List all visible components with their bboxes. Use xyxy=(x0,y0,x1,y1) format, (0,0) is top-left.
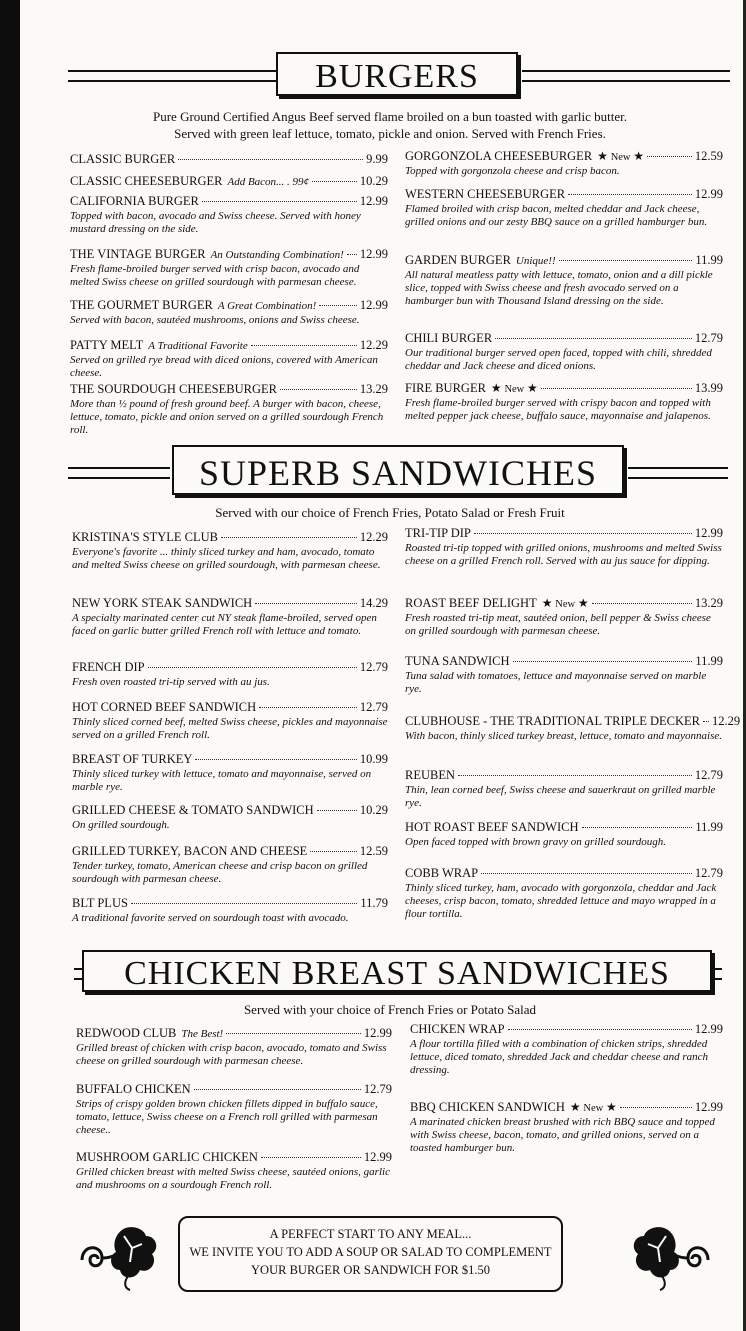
menu-item-line xyxy=(410,1022,723,1037)
menu-item-description: Grilled breast of chicken with crisp bacon, avocado, tomato and Swiss cheese on grilled sourdough with parmesan cheese. xyxy=(76,1042,387,1067)
menu-item-name: ROAST BEEF DELIGHT xyxy=(405,596,537,610)
dot-leader xyxy=(559,260,693,261)
menu-item-name: HOT CORNED BEEF SANDWICH xyxy=(72,700,257,714)
menu-item-price: 12.59 xyxy=(694,149,723,163)
menu-item-description: Roasted tri-tip topped with grilled onions, mushrooms and melted Swiss cheese on a grilled French roll. Served with au jus sauce for dipping. xyxy=(405,542,722,567)
sandwiches-banner xyxy=(0,445,746,501)
star-icon: ★ xyxy=(541,596,553,610)
menu-item-description: More than ½ pound of fresh ground beef. A burger with bacon, cheese, lettuce, tomato, pickle and onion served on a grilled sourdough French roll. xyxy=(70,398,384,436)
dot-leader xyxy=(592,603,692,604)
dot-leader xyxy=(458,775,692,776)
dot-leader xyxy=(178,159,363,160)
menu-item-name: CALIFORNIA BURGER xyxy=(70,194,199,208)
dot-leader xyxy=(319,305,357,306)
menu-item-name: CHICKEN WRAP xyxy=(410,1022,505,1036)
menu-item-name: BLT PLUS xyxy=(72,896,128,910)
menu-item-name: KRISTINA'S STYLE CLUB xyxy=(72,530,219,544)
menu-item xyxy=(405,820,723,849)
menu-item-description: Tuna salad with tomatoes, lettuce and mayonnaise served on marble rye. xyxy=(405,670,707,695)
new-label: New xyxy=(555,599,576,610)
dot-leader xyxy=(481,873,692,874)
menu-item xyxy=(76,1026,392,1068)
chicken-intro: Served with your choice of French Fries or Potato Salad xyxy=(243,1002,537,1017)
menu-item xyxy=(70,338,388,380)
dot-leader xyxy=(310,851,357,852)
menu-item-line xyxy=(72,844,388,859)
menu-item-description: Fresh oven roasted tri-tip served with au jus. xyxy=(72,676,270,688)
menu-item-description: Flamed broiled with crisp bacon, melted cheddar and Jack cheese, grilled onions and our zesty BBQ sauce on a grilled hamburger bun. xyxy=(405,203,708,228)
menu-item-name: PATTY MELT xyxy=(70,338,144,352)
menu-item-description: A marinated chicken breast brushed with rich BBQ sauce and topped with Swiss cheese, bacon, tomato, and grilled onions, served on a toasted hamburger bun. xyxy=(410,1116,715,1154)
menu-item-price: 10.29 xyxy=(359,803,388,817)
menu-item-price: 12.99 xyxy=(363,1026,392,1040)
menu-item-line xyxy=(72,803,388,818)
dot-leader xyxy=(255,603,357,604)
menu-item-name: MUSHROOM GARLIC CHICKEN xyxy=(76,1150,258,1164)
menu-item-line xyxy=(70,174,388,189)
menu-item-price: 12.59 xyxy=(359,844,388,858)
menu-item-tagline: Unique!! xyxy=(515,255,556,267)
menu-item-price: 12.79 xyxy=(359,660,388,674)
menu-item xyxy=(72,660,388,689)
menu-item-price: 12.29 xyxy=(359,338,388,352)
menu-item-name: GRILLED CHEESE & TOMATO SANDWICH xyxy=(72,803,314,817)
dot-leader xyxy=(568,194,692,195)
star-icon: ★ xyxy=(577,596,589,610)
chicken-title: CHICKEN BREAST SANDWICHES xyxy=(82,950,712,992)
menu-item-price: 12.99 xyxy=(359,247,388,261)
menu-item-tagline: The Best! xyxy=(181,1028,224,1040)
menu-item xyxy=(405,714,741,743)
new-label: New xyxy=(610,152,631,163)
chicken-banner xyxy=(0,950,746,998)
new-badge xyxy=(542,596,589,611)
menu-item-price: 12.99 xyxy=(694,526,723,540)
sandwiches-title: SUPERB SANDWICHES xyxy=(172,445,624,495)
dot-leader xyxy=(347,254,357,255)
banner-rule-left xyxy=(74,968,82,980)
menu-item-line xyxy=(405,596,723,611)
menu-item xyxy=(70,174,388,189)
menu-item xyxy=(405,654,723,696)
menu-item-price: 12.29 xyxy=(712,714,741,728)
menu-item-price: 12.99 xyxy=(694,187,723,201)
menu-item-name: GORGONZOLA CHEESEBURGER xyxy=(405,149,593,163)
menu-item xyxy=(72,752,388,794)
menu-item-line xyxy=(405,187,723,202)
menu-item-name: CLASSIC BURGER xyxy=(70,152,176,166)
menu-item-description: Fresh flame-broiled burger served with crisp bacon, avocado and melted Swiss cheese on grilled sourdough with parmesan cheese. xyxy=(70,263,360,288)
dot-leader xyxy=(261,1157,361,1158)
menu-item-line xyxy=(70,194,388,209)
burgers-banner xyxy=(0,52,746,102)
menu-item-price: 12.99 xyxy=(359,194,388,208)
dot-leader xyxy=(582,827,693,828)
menu-item xyxy=(405,768,723,810)
menu-item-price: 13.29 xyxy=(694,596,723,610)
menu-item xyxy=(76,1150,392,1192)
banner-rule-right xyxy=(522,70,730,82)
menu-item-price: 11.99 xyxy=(695,253,723,267)
menu-item xyxy=(410,1022,723,1077)
menu-item xyxy=(405,866,723,921)
menu-item-price: 11.99 xyxy=(695,820,723,834)
dot-leader xyxy=(474,533,692,534)
burgers-title: BURGERS xyxy=(276,52,518,96)
burgers-intro xyxy=(60,108,720,142)
menu-item-price: 14.29 xyxy=(359,596,388,610)
menu-item-description: Open faced topped with brown gravy on grilled sourdough. xyxy=(405,836,667,848)
menu-item-name: THE GOURMET BURGER xyxy=(70,298,213,312)
star-icon: ★ xyxy=(597,149,608,163)
menu-item-name: TRI-TIP DIP xyxy=(405,526,471,540)
menu-item-line xyxy=(70,338,388,353)
menu-item-name: TUNA SANDWICH xyxy=(405,654,510,668)
menu-item-name: CLUBHOUSE - THE TRADITIONAL TRIPLE DECKER xyxy=(405,714,701,728)
burgers-intro-line-2: Served with green leaf lettuce, tomato, pickle and onion. Served with French Fries. xyxy=(174,126,606,141)
star-icon: ★ xyxy=(569,1100,581,1114)
menu-item-description: Grilled chicken breast with melted Swiss cheese, sautéed onions, garlic and mushrooms on a sourdough French roll. xyxy=(76,1166,390,1191)
menu-item-name: FIRE BURGER xyxy=(405,381,486,395)
menu-item-price: 10.29 xyxy=(359,174,388,188)
menu-item-description: Our traditional burger served open faced, topped with chili, shredded cheddar and Jack cheese and diced onions. xyxy=(405,347,712,372)
menu-item-line xyxy=(405,714,741,729)
promo-line-1: A PERFECT START TO ANY MEAL... xyxy=(269,1227,472,1241)
menu-item-price: 12.99 xyxy=(363,1150,392,1164)
new-badge xyxy=(597,149,644,164)
dot-leader xyxy=(508,1029,692,1030)
menu-item-price: 12.79 xyxy=(694,768,723,782)
dot-leader xyxy=(148,667,357,668)
menu-item-line xyxy=(405,253,723,268)
menu-item-description: A traditional favorite served on sourdough toast with avocado. xyxy=(72,912,349,924)
menu-item xyxy=(72,896,388,925)
banner-rule-right xyxy=(628,467,728,479)
dot-leader xyxy=(280,389,357,390)
menu-item xyxy=(405,149,723,178)
menu-item xyxy=(76,1082,392,1137)
new-badge xyxy=(570,1100,617,1115)
menu-item-name: CHILI BURGER xyxy=(405,331,493,345)
dot-leader xyxy=(495,338,692,339)
star-icon: ★ xyxy=(605,1100,617,1114)
menu-item-price: 10.99 xyxy=(359,752,388,766)
menu-item-name: NEW YORK STEAK SANDWICH xyxy=(72,596,253,610)
menu-item xyxy=(72,803,388,832)
menu-item-line xyxy=(76,1026,392,1041)
dot-leader xyxy=(131,903,357,904)
menu-item xyxy=(405,253,723,308)
menu-item xyxy=(405,596,723,638)
menu-item-description: On grilled sourdough. xyxy=(72,819,170,831)
menu-item-name: HOT ROAST BEEF SANDWICH xyxy=(405,820,579,834)
menu-item-description: Thinly sliced corned beef, melted Swiss cheese, pickles and mayonnaise served on a grilled French roll. xyxy=(72,716,388,741)
menu-item-line xyxy=(405,654,723,669)
dot-leader xyxy=(226,1033,361,1034)
menu-item-line xyxy=(72,596,388,611)
menu-item-price: 12.79 xyxy=(359,700,388,714)
page-edge xyxy=(0,0,20,1331)
menu-item xyxy=(70,382,388,437)
dot-leader xyxy=(620,1107,692,1108)
new-label: New xyxy=(583,1103,604,1114)
menu-item xyxy=(72,596,388,638)
menu-item xyxy=(72,530,388,572)
menu-item-price: 13.29 xyxy=(359,382,388,396)
menu-item-name: BUFFALO CHICKEN xyxy=(76,1082,191,1096)
menu-item xyxy=(405,187,723,229)
menu-item-line xyxy=(70,298,388,313)
menu-item-name: THE VINTAGE BURGER xyxy=(70,247,206,261)
menu-item-price: 9.99 xyxy=(366,152,388,166)
menu-item-tagline: A Great Combination! xyxy=(217,300,317,312)
dot-leader xyxy=(259,707,357,708)
dot-leader xyxy=(513,661,693,662)
menu-item-description: Fresh roasted tri-tip meat, sautéed onion, bell pepper & Swiss cheese on grilled sourdough with parmesan cheese. xyxy=(405,612,711,637)
menu-item-line xyxy=(72,752,388,767)
menu-item-name: CLASSIC CHEESEBURGER xyxy=(70,174,223,188)
menu-item xyxy=(405,381,723,423)
menu-item xyxy=(70,194,388,236)
menu-item-description: Thin, lean corned beef, Swiss cheese and sauerkraut on grilled marble rye. xyxy=(405,784,716,809)
menu-item-name: REDWOOD CLUB xyxy=(76,1026,177,1040)
menu-item-line xyxy=(72,896,388,911)
menu-item-line xyxy=(76,1082,392,1097)
dot-leader xyxy=(202,201,357,202)
menu-item xyxy=(72,700,388,742)
menu-item-description: Tender turkey, tomato, American cheese and crisp bacon on grilled sourdough with parmesan cheese. xyxy=(72,860,368,885)
menu-item-name: THE SOURDOUGH CHEESEBURGER xyxy=(70,382,277,396)
menu-item-line xyxy=(72,700,388,715)
menu-item-line xyxy=(405,820,723,835)
menu-item-price: 12.99 xyxy=(694,1100,723,1114)
menu-item-description: Thinly sliced turkey, ham, avocado with gorgonzola, cheddar and Jack cheeses, crisp bacon, tomato, shredded lettuce and mayo wrapped in a flour tortilla. xyxy=(405,882,717,920)
menu-item-line xyxy=(72,660,388,675)
menu-item-line xyxy=(405,381,723,396)
menu-item-description: Topped with bacon, avocado and Swiss cheese. Served with honey mustard dressing on the side. xyxy=(70,210,361,235)
menu-item-line xyxy=(70,382,388,397)
dot-leader xyxy=(251,345,357,346)
menu-item-price: 11.99 xyxy=(695,654,723,668)
new-label: New xyxy=(504,384,525,395)
menu-item-description: Thinly sliced turkey with lettuce, tomato and mayonnaise, served on marble rye. xyxy=(72,768,372,793)
burgers-intro-line-1: Pure Ground Certified Angus Beef served flame broiled on a bun toasted with garlic butter. xyxy=(152,109,628,124)
menu-item xyxy=(410,1100,723,1155)
menu-item-line xyxy=(410,1100,723,1115)
banner-rule-right xyxy=(714,968,722,980)
menu-item-price: 12.29 xyxy=(359,530,388,544)
menu-item-line xyxy=(405,149,723,164)
banner-rule-left xyxy=(68,70,276,82)
menu-item-line xyxy=(405,526,723,541)
dot-leader xyxy=(194,1089,361,1090)
menu-item-name: GRILLED TURKEY, BACON AND CHEESE xyxy=(72,844,308,858)
menu-item-name: WESTERN CHEESEBURGER xyxy=(405,187,566,201)
menu-item-description: Everyone's favorite ... thinly sliced turkey and ham, avocado, tomato and melted Swiss cheese on grilled sourdough, with parmesan cheese. xyxy=(72,546,381,571)
soup-salad-promo xyxy=(178,1216,563,1292)
menu-item-line xyxy=(76,1150,392,1165)
menu-item-description: Strips of crispy golden brown chicken fillets dipped in buffalo sauce, tomato, lettuce, Swiss cheese on a French roll grilled with parmesan cheese.. xyxy=(76,1098,378,1136)
menu-item-description: A specialty marinated center cut NY steak flame-broiled, served open faced on garlic butter grilled French roll with lettuce and tomato. xyxy=(72,612,377,637)
menu-item xyxy=(72,844,388,886)
menu-item-line xyxy=(72,530,388,545)
star-icon: ★ xyxy=(527,381,538,395)
dot-leader xyxy=(647,156,692,157)
vine-ornament-right-icon xyxy=(626,1222,718,1292)
promo-line-2: WE INVITE YOU TO ADD A SOUP OR SALAD TO COMPLEMENT xyxy=(189,1245,552,1259)
menu-item-price: 11.79 xyxy=(360,896,388,910)
menu-item-name: GARDEN BURGER xyxy=(405,253,511,267)
dot-leader xyxy=(541,388,692,389)
menu-item-tagline: Add Bacon... . 99¢ xyxy=(227,176,310,188)
menu-item-line xyxy=(70,152,388,167)
star-icon: ★ xyxy=(633,149,645,163)
menu-item-line xyxy=(70,247,388,262)
menu-item-tagline: A Traditional Favorite xyxy=(148,340,248,352)
menu-item-price: 12.79 xyxy=(363,1082,392,1096)
menu-item-line xyxy=(405,768,723,783)
dot-leader xyxy=(312,181,357,182)
menu-item-description: Served on grilled rye bread with diced onions, covered with American cheese. xyxy=(70,354,378,379)
banner-rule-left xyxy=(68,467,170,479)
vine-ornament-left-icon xyxy=(72,1222,164,1292)
dot-leader xyxy=(221,537,357,538)
menu-item-description: All natural meatless patty with lettuce, tomato, onion and a dill pickle slice, topped with Swiss cheese and fresh avocado served on a hamburger bun with Thousand Island dressing on the side. xyxy=(405,269,713,307)
menu-item-price: 12.79 xyxy=(694,331,723,345)
menu-item-tagline: An Outstanding Combination! xyxy=(210,249,344,261)
dot-leader xyxy=(317,810,357,811)
menu-item-price: 13.99 xyxy=(694,381,723,395)
menu-item-description: Topped with gorgonzola cheese and crisp bacon. xyxy=(405,165,620,177)
menu-item-description: Fresh flame-broiled burger served with crispy bacon and topped with melted pepper jack cheese, buffalo sauce, mayonnaise and jalapenos. xyxy=(405,397,711,422)
menu-item-name: BBQ CHICKEN SANDWICH xyxy=(410,1100,565,1114)
menu-item-name: COBB WRAP xyxy=(405,866,479,880)
menu-item xyxy=(70,247,388,289)
sandwiches-intro: Served with our choice of French Fries, Potato Salad or Fresh Fruit xyxy=(215,505,565,520)
menu-item xyxy=(70,152,388,167)
menu-item-name: REUBEN xyxy=(405,768,455,782)
menu-item xyxy=(405,526,723,568)
new-badge xyxy=(491,381,538,396)
menu-item-price: 12.99 xyxy=(359,298,388,312)
menu-item-description: Served with bacon, sautéed mushrooms, onions and Swiss cheese. xyxy=(70,314,360,326)
dot-leader xyxy=(195,759,356,760)
menu-item-line xyxy=(405,866,723,881)
menu-item-name: BREAST OF TURKEY xyxy=(72,752,193,766)
menu-item-description: With bacon, thinly sliced turkey breast, lettuce, tomato and mayonnaise. xyxy=(405,730,723,742)
star-icon: ★ xyxy=(490,381,502,395)
menu-item-line xyxy=(405,331,723,346)
menu-item-name: FRENCH DIP xyxy=(72,660,145,674)
menu-item xyxy=(70,298,388,327)
menu-item-price: 12.79 xyxy=(694,866,723,880)
dot-leader xyxy=(703,721,709,722)
menu-item-description: A flour tortilla filled with a combination of chicken strips, shredded lettuce, diced tomato, shredded Jack and cheddar cheese and ranch dressing. xyxy=(410,1038,709,1076)
menu-item xyxy=(405,331,723,373)
menu-item-price: 12.99 xyxy=(694,1022,723,1036)
promo-line-3: YOUR BURGER OR SANDWICH FOR $1.50 xyxy=(251,1263,490,1277)
